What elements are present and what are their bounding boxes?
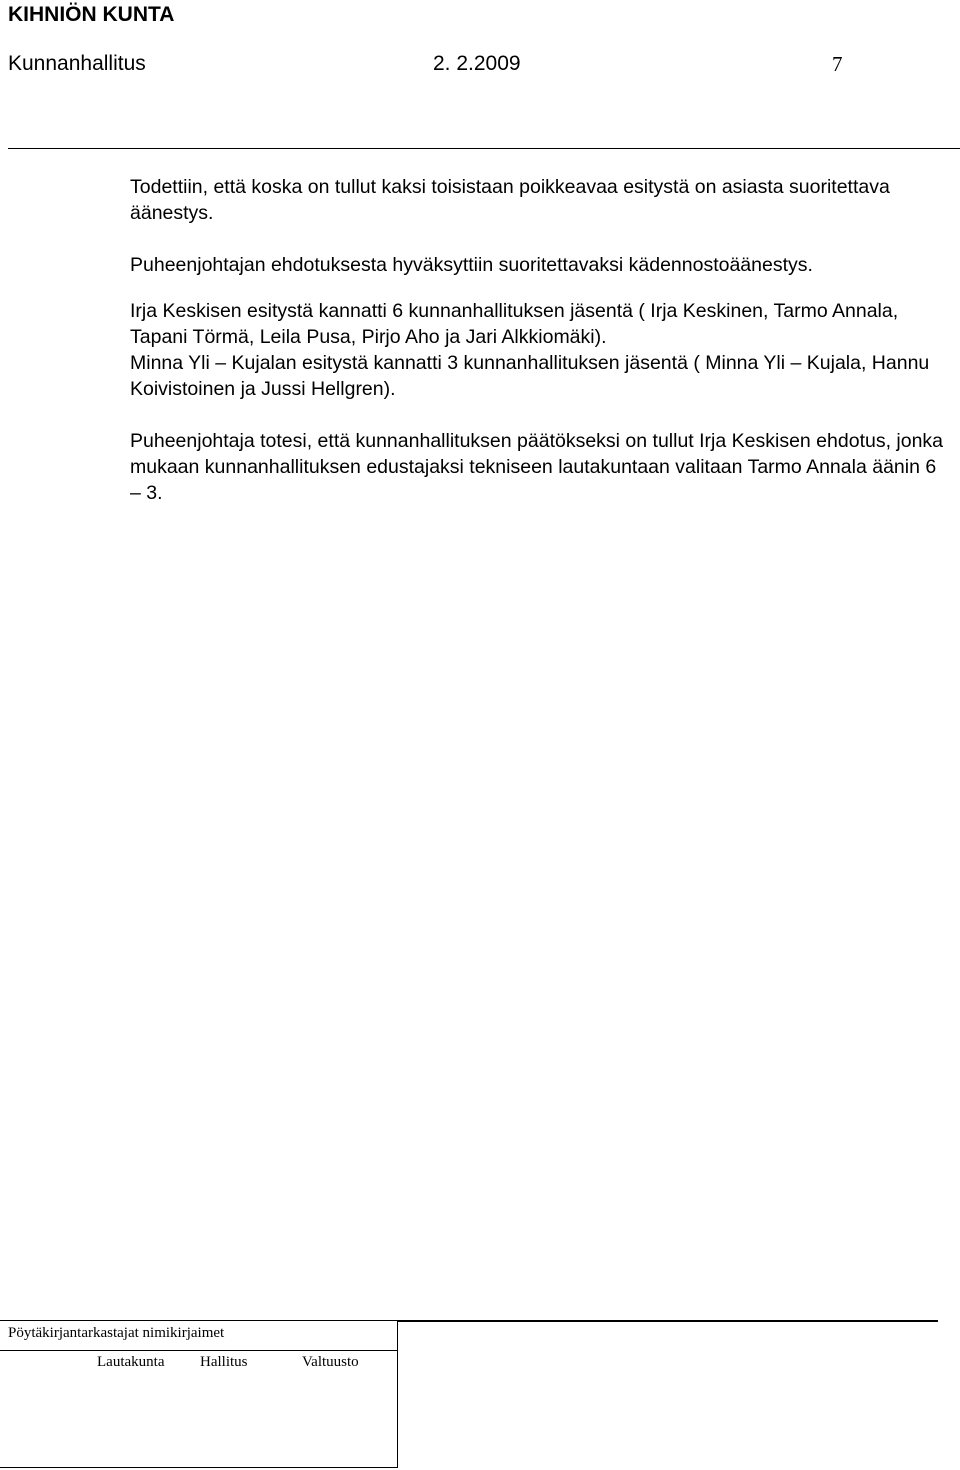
initials-divider [0, 1350, 397, 1351]
governing-body: Kunnanhallitus [8, 52, 146, 75]
paragraph-yli-kujala-support: Minna Yli – Kujalan esitystä kannatti 3 kunnanhallituksen jäsentä ( Minna Yli – Kujala, Hannu Koivistoinen ja Jussi Hellgren). [130, 352, 930, 400]
document-header [0, 50, 960, 78]
signature-footer [0, 1320, 960, 1470]
meeting-date: 2. 2.2009 [433, 52, 521, 75]
paragraph-vote-method: Puheenjohtajan ehdotuksesta hyväksyttiin suoritettavaksi kädennostoäänestys. [130, 254, 813, 276]
initials-title: Pöytäkirjantarkastajat nimikirjaimet [8, 1325, 225, 1341]
initials-column-hallitus: Hallitus [200, 1354, 248, 1370]
paragraph-keskinen-support: Irja Keskisen esitystä kannatti 6 kunnanhallituksen jäsentä ( Irja Keskinen, Tarmo Annala, Tapani Törmä, Leila Pusa, Pirjo Aho ja Jari Alkkiomäki). [130, 300, 899, 348]
page-number: 7 [832, 52, 843, 76]
header-divider [8, 148, 960, 149]
minutes-content [130, 174, 945, 506]
footer-top-rule [398, 1320, 938, 1322]
organization-name: KIHNIÖN KUNTA [8, 3, 175, 26]
paragraph-decision: Puheenjohtaja totesi, että kunnanhallituksen päätökseksi on tullut Irja Keskisen ehdotus, jonka mukaan kunnanhallituksen edustajaksi tekniseen lautakuntaan valitaan Tarmo Annala äänin 6 – 3. [130, 430, 944, 504]
initials-column-lautakunta: Lautakunta [97, 1354, 165, 1370]
paragraph-vote-needed: Todettiin, että koska on tullut kaksi toisistaan poikkeavaa esitystä on asiasta suoritettava äänestys. [130, 176, 890, 224]
initials-box [0, 1320, 398, 1468]
initials-column-valtuusto: Valtuusto [302, 1354, 359, 1370]
